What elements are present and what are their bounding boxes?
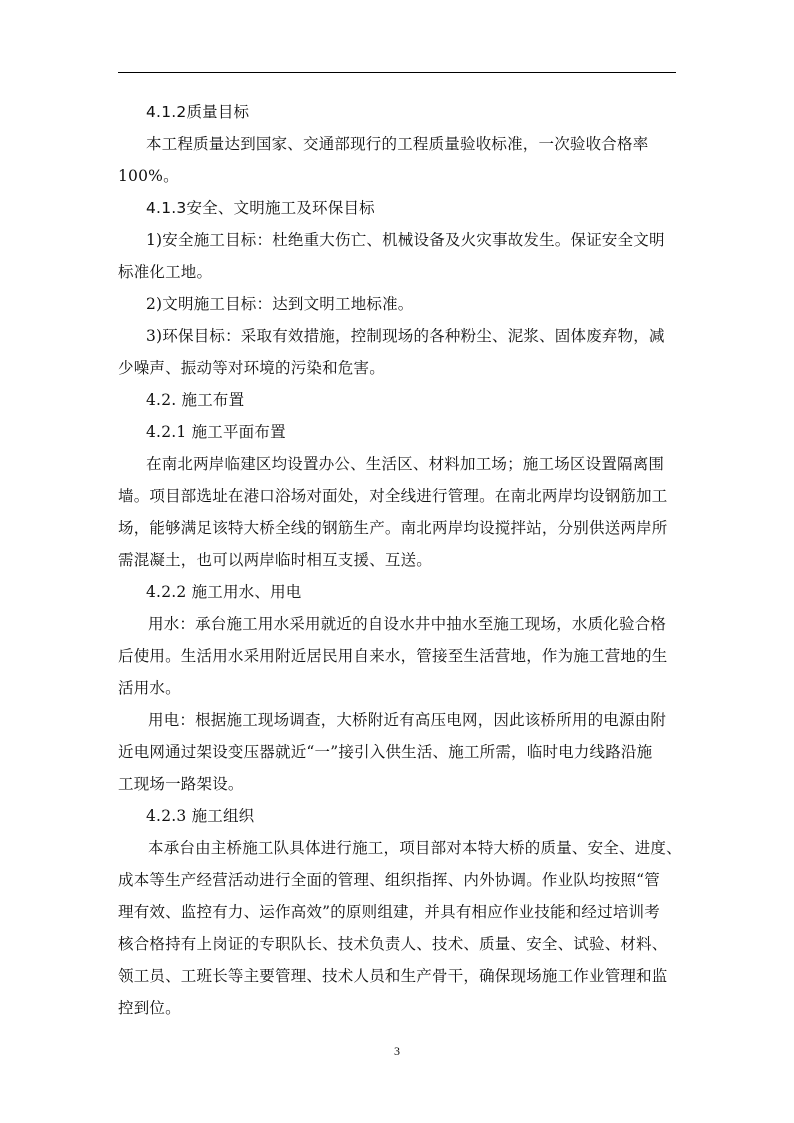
paragraph-line: 后使用。生活用水采用附近居民用自来水，管接至生活营地，作为施工营地的生 xyxy=(118,647,668,665)
section-heading-4-1-2: 4.1.2质量目标 xyxy=(146,103,250,121)
paragraph-line: 2)文明施工目标：达到文明工地标准。 xyxy=(146,295,414,313)
paragraph-line: 在南北两岸临建区均设置办公、生活区、材料加工场；施工场区设置隔离围 xyxy=(146,455,665,473)
section-heading-4-1-3: 4.1.3安全、文明施工及环保目标 xyxy=(146,199,375,217)
page-number: 3 xyxy=(394,1044,400,1058)
paragraph-line: 3)环保目标：采取有效措施，控制现场的各种粉尘、泥浆、固体废弃物，减 xyxy=(146,327,665,345)
section-heading-4-2-3: 4.2.3 施工组织 xyxy=(146,807,255,825)
paragraph-line: 用电：根据施工现场调查，大桥附近有高压电网，因此该桥所用的电源由附 xyxy=(148,711,667,729)
paragraph-line: 理有效、监控有力、运作高效”的原则组建，并具有相应作业技能和经过培训考 xyxy=(118,903,660,921)
paragraph-line: 少噪声、振动等对环境的污染和危害。 xyxy=(118,359,385,377)
paragraph-line: 场，能够满足该特大桥全线的钢筋生产。南北两岸均设搅拌站，分别供送两岸所 xyxy=(118,519,668,537)
section-heading-4-2-2: 4.2.2 施工用水、用电 xyxy=(146,583,302,601)
paragraph-line: 标准化工地。 xyxy=(118,263,213,281)
paragraph-line: 100%。 xyxy=(118,167,179,185)
section-heading-4-2: 4.2. 施工布置 xyxy=(146,391,245,409)
paragraph-line: 墙。项目部选址在港口浴场对面处，对全线进行管理。在南北两岸均设钢筋加工 xyxy=(118,487,668,505)
paragraph-line: 本承台由主桥施工队具体进行施工，项目部对本特大桥的质量、安全、进度、 xyxy=(148,839,682,857)
paragraph-line: 本工程质量达到国家、交通部现行的工程质量验收标准，一次验收合格率 xyxy=(146,135,649,153)
paragraph-line: 成本等生产经营活动进行全面的管理、组织指挥、内外协调。作业队均按照“管 xyxy=(118,871,660,889)
section-heading-4-2-1: 4.2.1 施工平面布置 xyxy=(146,423,286,441)
document-body xyxy=(118,96,682,1024)
paragraph-line: 用水：承台施工用水采用就近的自设水井中抽水至施工现场，水质化验合格 xyxy=(148,615,667,633)
paragraph-line: 近电网通过架设变压器就近“一”接引入供生活、施工所需，临时电力线路沿施 xyxy=(118,743,653,761)
paragraph-line: 活用水。 xyxy=(118,679,181,697)
paragraph-line: 领工员、工班长等主要管理、技术人员和生产骨干，确保现场施工作业管理和监 xyxy=(118,967,668,985)
paragraph-line: 1)安全施工目标：杜绝重大伤亡、机械设备及火灾事故发生。保证安全文明 xyxy=(146,231,665,249)
paragraph-line: 需混凝土，也可以两岸临时相互支援、互送。 xyxy=(118,551,433,569)
header-rule xyxy=(118,72,676,73)
paragraph-line: 控到位。 xyxy=(118,999,181,1017)
paragraph-line: 核合格持有上岗证的专职队长、技术负责人、技术、质量、安全、试验、材料、 xyxy=(118,935,668,953)
paragraph-line: 工现场一路架设。 xyxy=(118,775,244,793)
